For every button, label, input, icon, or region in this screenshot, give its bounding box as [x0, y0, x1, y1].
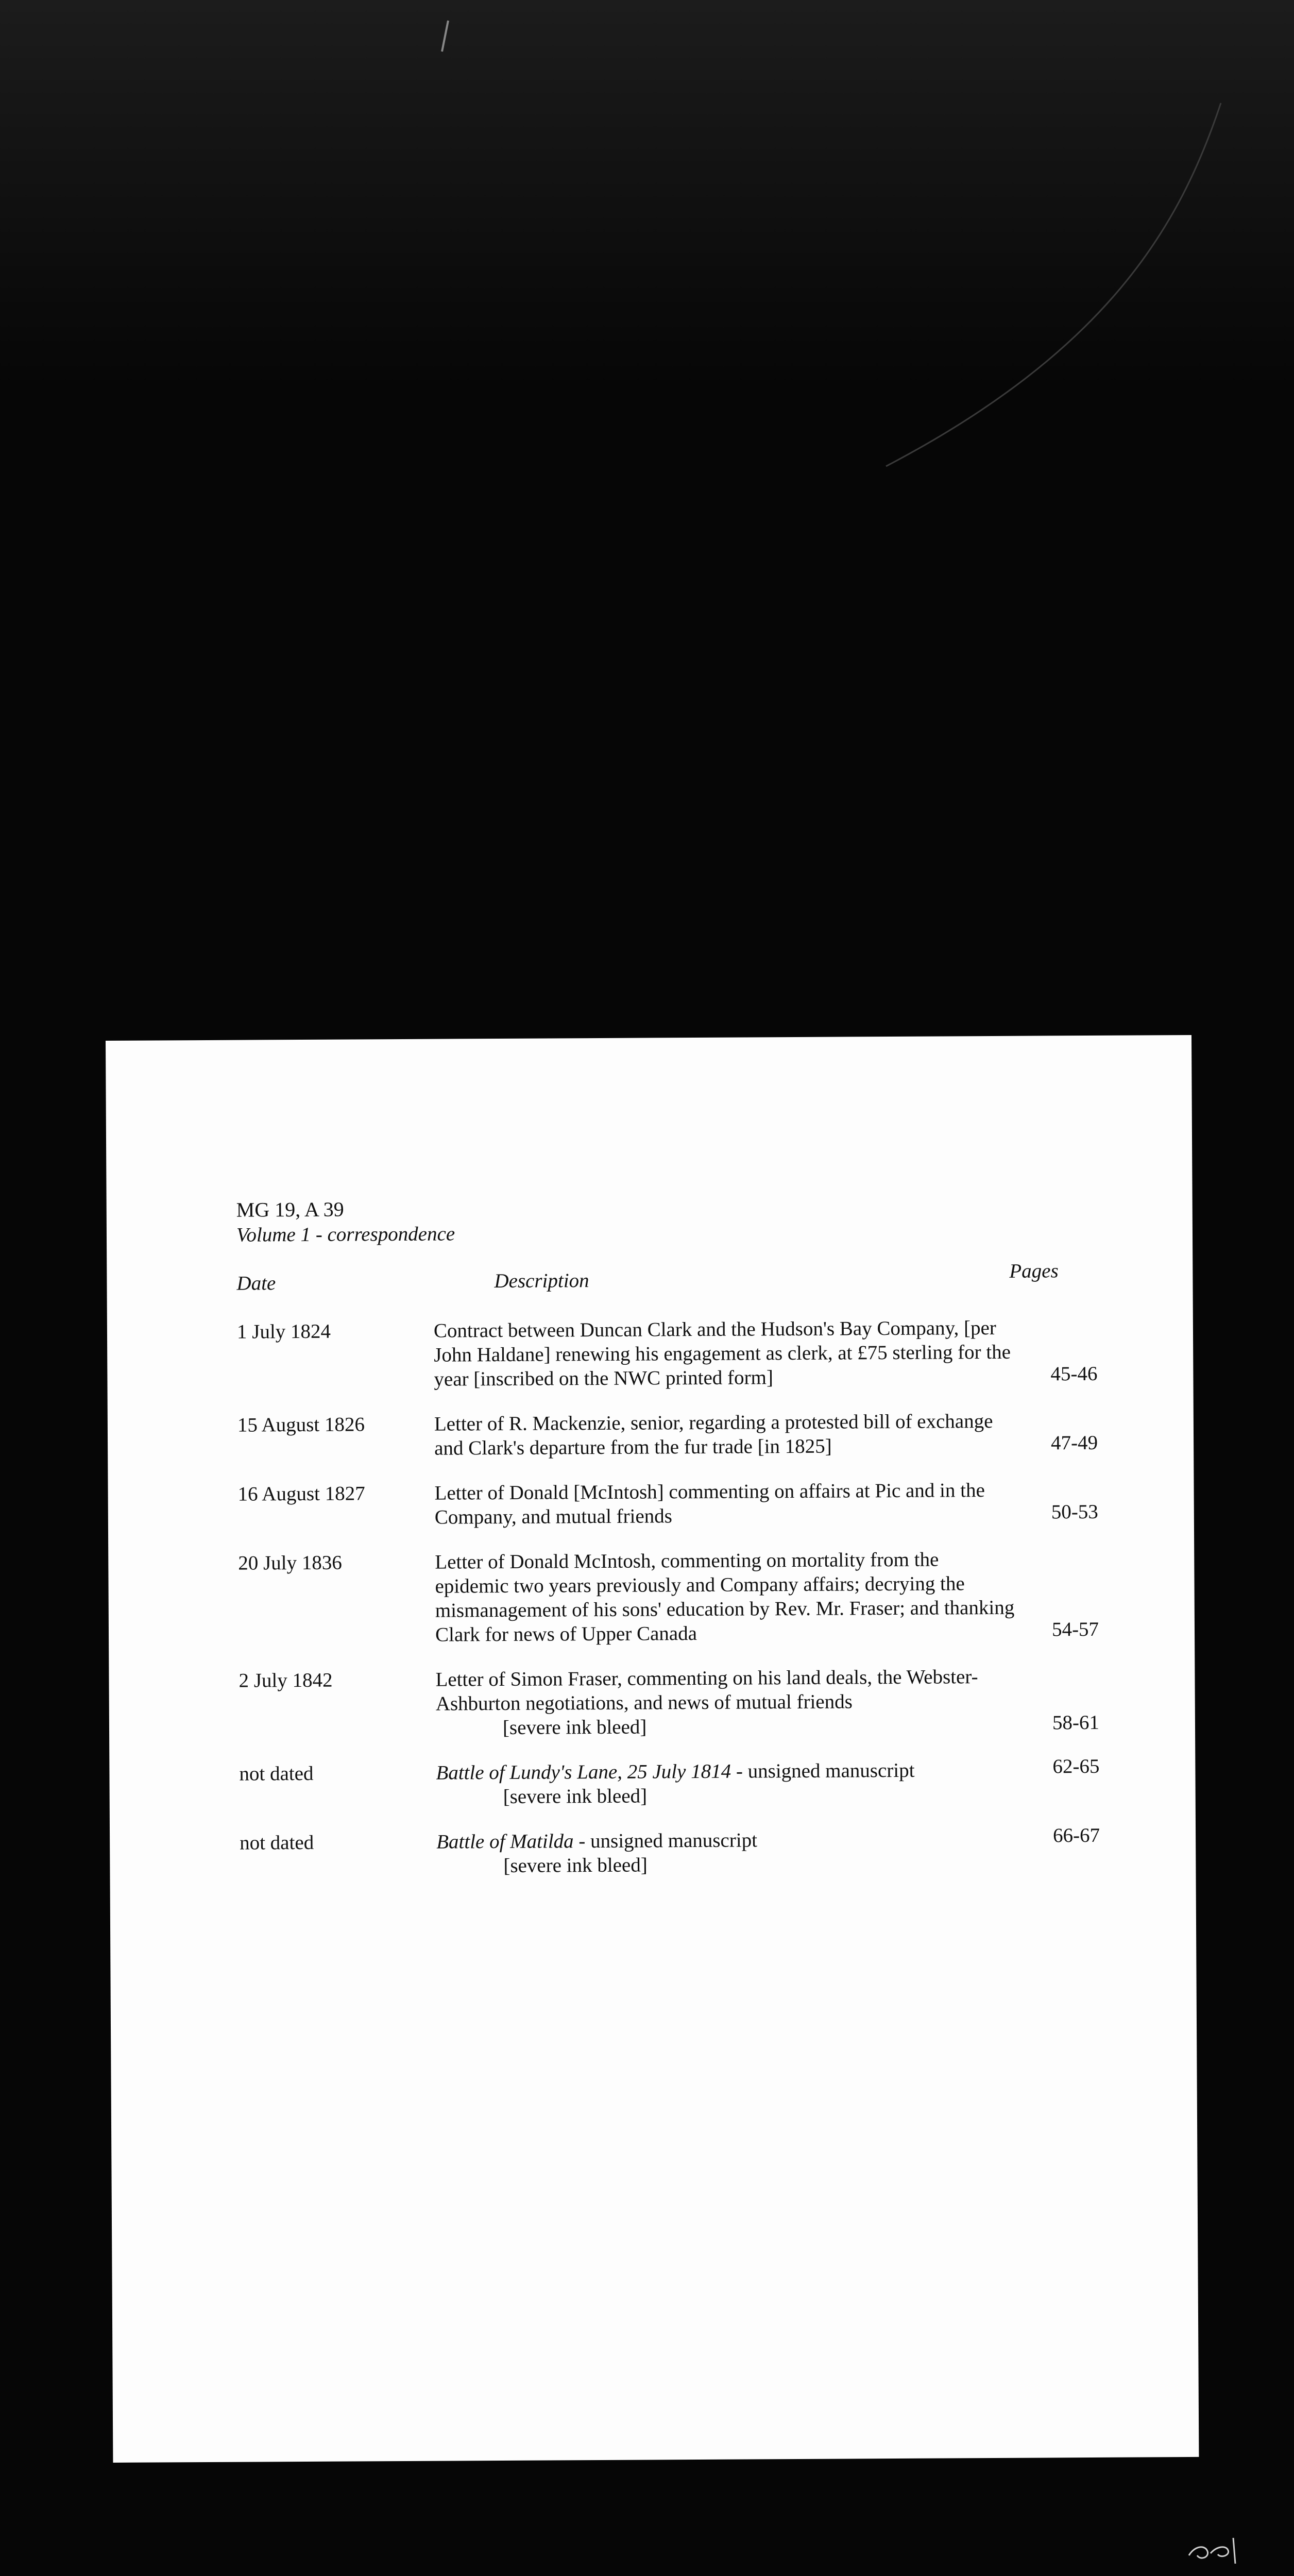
entry-description — [434, 1409, 1016, 1461]
entry-description — [435, 1665, 1018, 1740]
volume-title: Volume 1 - correspondence — [236, 1223, 455, 1246]
header-pages: Pages — [1009, 1260, 1059, 1282]
document-body — [236, 1193, 1100, 1879]
entry-date: not dated — [240, 1831, 314, 1854]
entry-description — [434, 1316, 1016, 1392]
entry-pages: 54-57 — [1051, 1618, 1099, 1641]
list-item — [237, 1315, 1098, 1393]
entry-note: [severe ink bleed] — [502, 1716, 647, 1739]
entry-pages: 62-65 — [1052, 1755, 1100, 1778]
entry-date: 1 July 1824 — [236, 1320, 331, 1343]
film-scratch — [886, 103, 1221, 466]
entry-description — [436, 1827, 1018, 1878]
handwritten-page-number — [1185, 2535, 1241, 2566]
entry-title: Battle of Matilda — [436, 1830, 574, 1853]
entry-note: [severe ink bleed] — [503, 1854, 648, 1877]
list-item — [237, 1409, 1098, 1462]
entry-pages: 50-53 — [1051, 1500, 1098, 1523]
entry-date: 2 July 1842 — [239, 1669, 333, 1692]
header-date: Date — [236, 1272, 276, 1295]
entry-pages: 58-61 — [1052, 1711, 1100, 1734]
entry-title: Battle of Lundy's Lane, 25 July 1814 — [436, 1760, 731, 1784]
entry-description — [434, 1478, 1016, 1530]
entry-description-text: - unsigned manuscript — [573, 1829, 758, 1853]
entry-description — [435, 1547, 1017, 1647]
column-headers — [236, 1259, 1097, 1299]
list-item — [239, 1757, 1099, 1810]
film-scratch — [442, 21, 448, 52]
entry-date: 15 August 1826 — [237, 1413, 365, 1436]
list-item — [238, 1547, 1099, 1648]
entry-description-text: Letter of Simon Fraser, commenting on his land deals, the Webster-Ashburton negotiations, and news of mutual friends — [435, 1666, 978, 1715]
list-item — [237, 1478, 1098, 1531]
list-item — [240, 1826, 1100, 1879]
entry-description-text: - unsigned manuscript — [731, 1759, 915, 1783]
entry-pages: 47-49 — [1051, 1431, 1098, 1454]
entry-pages: 45-46 — [1050, 1362, 1098, 1385]
entry-pages: 66-67 — [1052, 1824, 1100, 1847]
list-item — [239, 1664, 1099, 1741]
entry-description — [436, 1758, 1018, 1809]
entry-note: [severe ink bleed] — [503, 1785, 648, 1808]
entry-description-text: Contract between Duncan Clark and the Hudson's Bay Company, [per John Haldane] renewing his engagement as clerk, at £75 sterling for the year [inscribed on the NWC printed form] — [433, 1316, 1011, 1391]
document-page — [106, 1035, 1199, 2463]
collection-reference: MG 19, A 39 — [236, 1197, 344, 1222]
entry-date: 20 July 1836 — [238, 1551, 342, 1574]
entry-description-text: Letter of Donald [McIntosh] commenting on affairs at Pic and in the Company, and mutual friends — [434, 1479, 985, 1529]
entry-description-text: Letter of Donald McIntosh, commenting on mortality from the epidemic two years previously and Company affairs; decrying the mismanagement of his sons' education by Rev. Mr. Fraser; and thanking Clark for news of Upper Canada — [435, 1548, 1015, 1646]
header-description: Description — [494, 1269, 589, 1293]
entry-date: 16 August 1827 — [237, 1482, 365, 1505]
entry-date: not dated — [239, 1762, 314, 1785]
entry-description-text: Letter of R. Mackenzie, senior, regarding a protested bill of exchange and Clark's departure from the fur trade [in 1825] — [434, 1410, 993, 1460]
